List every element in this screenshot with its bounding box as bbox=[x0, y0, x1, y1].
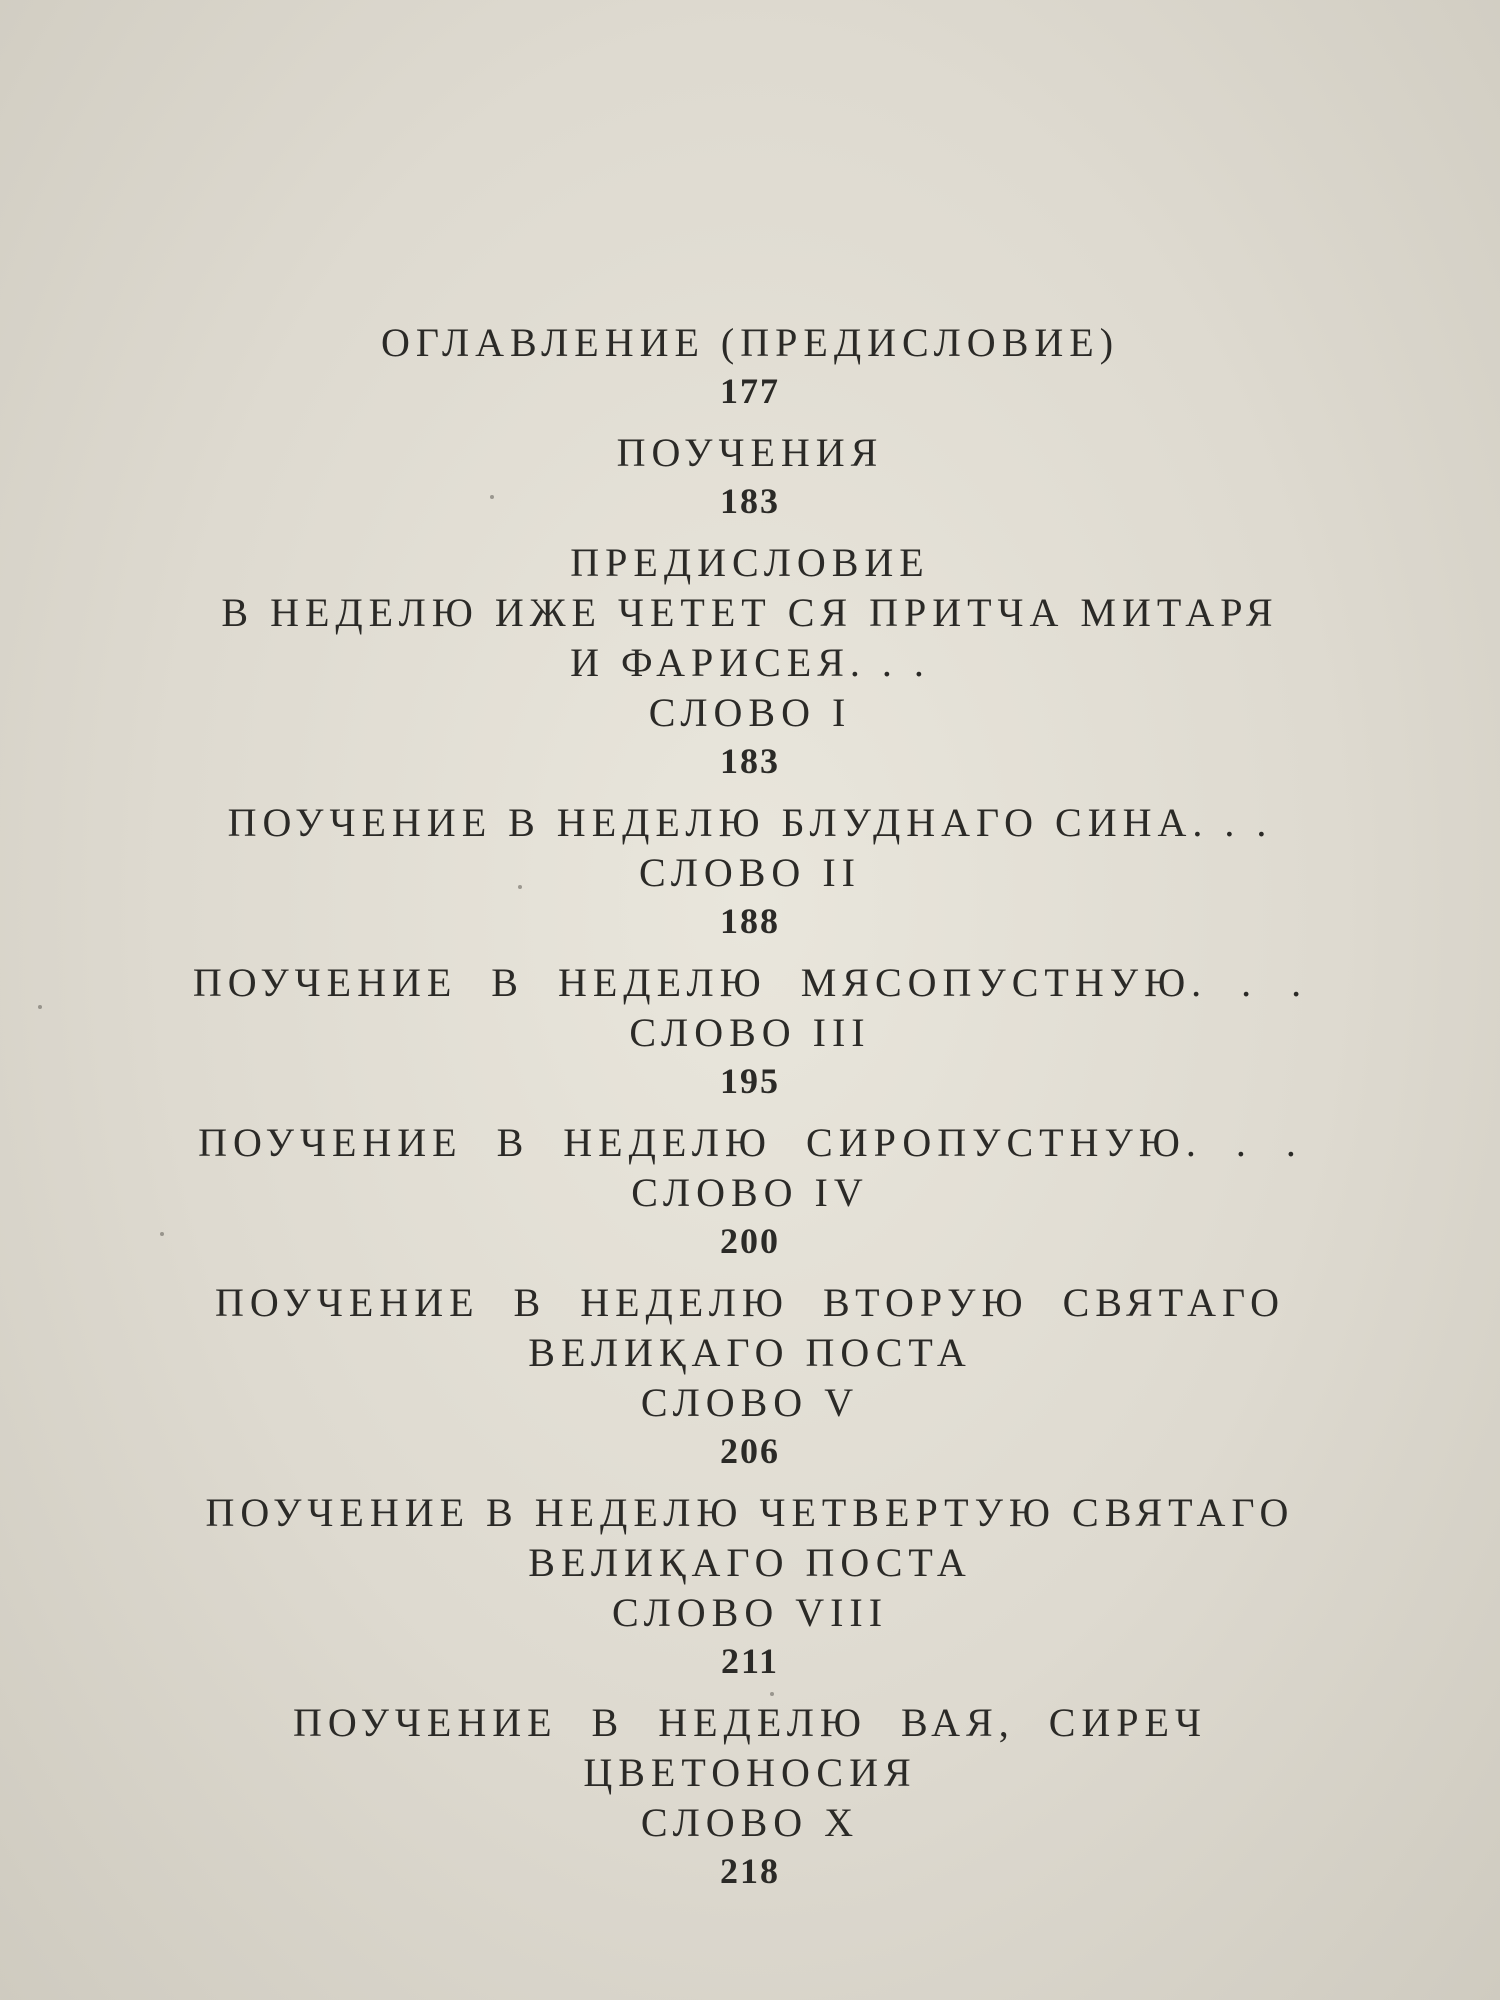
preface-title: ПРЕДИСЛОВИЕ bbox=[570, 540, 930, 585]
entry-title-line: ПОУЧЕНИЕ В НЕДЕЛЮ ВТОРУЮ СВЯТАГО bbox=[215, 1280, 1285, 1325]
entry-sermon: СЛОВО X bbox=[640, 1800, 860, 1845]
entry-page-number: 188 bbox=[720, 901, 780, 941]
entry-title-line: ВЕЛИҚАГО ПОСТА bbox=[528, 1540, 972, 1585]
entry-title-line: И ФАРИСЕЯ. . . bbox=[570, 640, 930, 685]
entry-title-line: ПОУЧЕНИЕ В НЕДЕЛЮ ЧЕТВЕРТУЮ СВЯТАГО bbox=[205, 1490, 1295, 1535]
entry-page-number: 206 bbox=[720, 1431, 780, 1471]
toc-entry bbox=[0, 1118, 1500, 1264]
paper-speck bbox=[160, 1232, 164, 1236]
entry-title-line: ЦВЕТОНОСИЯ bbox=[583, 1750, 917, 1795]
section-page-number: 183 bbox=[720, 481, 780, 521]
entry-title-line: ВЕЛИҚАГО ПОСТА bbox=[528, 1330, 972, 1375]
entry-sermon: СЛОВО II bbox=[639, 850, 861, 895]
toc-entry bbox=[0, 588, 1500, 784]
toc-entry bbox=[0, 958, 1500, 1104]
toc-entry bbox=[0, 1278, 1500, 1474]
toc-entry bbox=[0, 798, 1500, 944]
entry-title-line: ПОУЧЕНИЕ В НЕДЕЛЮ ВАЯ, СИРЕЧ bbox=[293, 1700, 1207, 1745]
entry-page-number: 211 bbox=[720, 1641, 779, 1681]
section-title: ПОУЧЕНИЯ bbox=[616, 430, 884, 475]
entry-title-line: В НЕДЕЛЮ ИЖЕ ЧЕТЕТ СЯ ПРИТЧА МИТАРЯ bbox=[221, 590, 1279, 635]
toc-entry bbox=[0, 1698, 1500, 1894]
toc-entry bbox=[0, 1488, 1500, 1684]
paper-speck bbox=[518, 885, 522, 889]
entry-title-line: ПОУЧЕНИЕ В НЕДЕЛЮ СИРОПУСТНУЮ. . . bbox=[198, 1120, 1302, 1165]
entry-page-number: 218 bbox=[720, 1851, 780, 1891]
entry-sermon: СЛОВО VIII bbox=[611, 1590, 889, 1635]
table-of-contents bbox=[0, 318, 1500, 1908]
entry-page-number: 200 bbox=[720, 1221, 780, 1261]
entry-page-number: 195 bbox=[720, 1061, 780, 1101]
intro-title: ОГЛАВЛЕНИЕ (ПРЕДИСЛОВИЕ) bbox=[380, 320, 1120, 365]
paper-speck bbox=[490, 495, 494, 499]
paper-speck bbox=[770, 1692, 774, 1696]
entry-title-line: ПОУЧЕНИЕ В НЕДЕЛЮ МЯСОПУСТНУЮ. . . bbox=[192, 960, 1308, 1005]
entry-sermon: СЛОВО III bbox=[629, 1010, 871, 1055]
entry-sermon: СЛОВО I bbox=[648, 690, 852, 735]
entry-title-line: ПОУЧЕНИЕ В НЕДЕЛЮ БЛУДНАГО СИНА. . . bbox=[227, 800, 1273, 845]
entry-sermon: СЛОВО V bbox=[640, 1380, 860, 1425]
entry-page-number: 183 bbox=[720, 741, 780, 781]
intro-page-number: 177 bbox=[720, 371, 780, 411]
paper-speck bbox=[38, 1005, 42, 1009]
entry-sermon: СЛОВО IV bbox=[631, 1170, 869, 1215]
